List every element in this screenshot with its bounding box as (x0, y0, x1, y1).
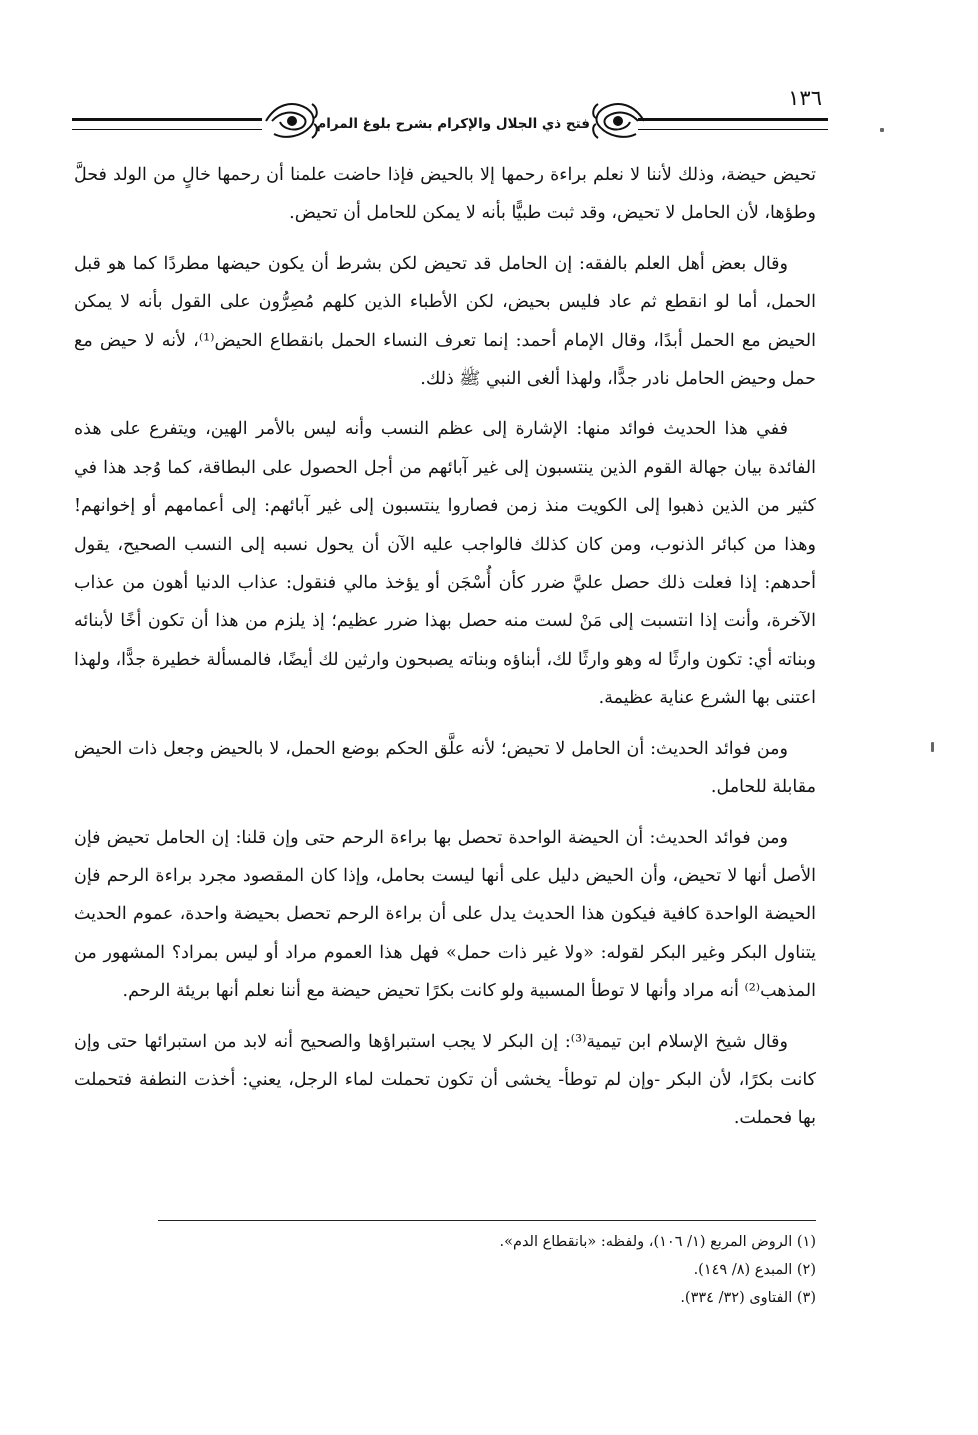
paragraph: وقال بعض أهل العلم بالفقه: إن الحامل قد تحيض لكن بشرط أن يكون حيضها مطردًا كما هو قبل الحمل، أما لو انقطع ثم عاد فليس بحيض، لكن الأطباء الذين كلهم مُصِرُّون على القول بأنه لا يمكن الحيض مع الحمل أبدًا، وقال الإمام أحمد: إنما تعرف النساء الحمل بانقطاع الحيض⁽¹⁾، لأنه لا حيض مع حمل وحيض الحامل نادر جدًّا، ولهذا ألغى النبي ﷺ ذلك. (74, 253, 816, 390)
footnote-separator (158, 1220, 816, 1221)
paragraph: ومن فوائد الحديث: أن الحامل لا تحيض؛ لأنه علَّق الحكم بوضع الحمل، لا بالحيض وجعل ذات الحيض مقابلة للحامل. (74, 738, 816, 798)
footnote: (٣) الفتاوى (٣٢/ ٣٣٤). (680, 1290, 816, 1306)
header-rule-right (638, 118, 828, 130)
paragraph: وقال شيخ الإسلام ابن تيمية⁽³⁾: إن البكر لا يجب استبراؤها والصحيح أنه لابد من استبرائها حتى وإن كانت بكرًا، لأن البكر -وإن لم توطأ- يخشى أن تكون تحملت لماء الرجل، يعني: أخذت النطفة فتحملت بها فحملت. (74, 1031, 816, 1129)
page-number: ١٣٦ (788, 86, 822, 110)
ornament-left-icon (262, 94, 320, 148)
footnotes (158, 1228, 816, 1312)
running-title: فتح ذي الجلال والإكرام بشرح بلوغ المرام (316, 116, 590, 132)
paragraph: ففي هذا الحديث فوائد منها: الإشارة إلى عظم النسب وأنه ليس بالأمر الهين، ويتفرع على هذه الفائدة بيان جهالة القوم الذين ينتسبون إلى غير آبائهم من أجل الحصول على البطاقة، كما وُجد هذا في كثير من الذين ذهبوا إلى الكويت منذ زمن فصاروا ينتسبون إلى غير آبائهم: إلى أعمامهم أو إخوانهم! وهذا من كبائر الذنوب، ومن كان كذلك فالواجب عليه الآن أن يحول نسبه إلى النسب الصحيح، يقول أحدهم: إذا فعلت ذلك حصل عليَّ ضرر كأن أُسْجَن أو يؤخذ مالي فنقول: عذاب الدنيا أهون من عذاب الآخرة، وأنت إذا انتسبت إلى مَنْ لست منه حصل بهذا ضرر عظيم؛ إذ يلزم من هذا أن تكون أخًا لأبنائه وبناته أي: تكون وارثًا له وهو وارثًا لك، أبناؤه وبناته يصبحون وارثين لك أيضًا، فالمسألة خطيرة جدًّا، ولهذا اعتنى بها الشرع عناية عظيمة. (74, 419, 816, 709)
header-rule-left (72, 118, 262, 130)
scan-speck (931, 742, 934, 752)
page-header (72, 78, 828, 148)
main-text (74, 156, 816, 1146)
paragraph: ومن فوائد الحديث: أن الحيضة الواحدة تحصل بها براءة الرحم حتى وإن قلنا: إن الحامل تحيض فإن الأصل أنها لا تحيض، وأن الحيض دليل على أنها ليست بحامل، وإذا كان المقصود مجرد براءة الرحم فإن الحيضة الواحدة كافية فيكون هذا الحديث يدل على أن براءة الرحم تحصل بحيضة واحدة، عموم الحديث يتناول البكر وغير البكر لقوله: «ولا غير ذات حمل» فهل هذا العموم مراد أو ليس بمراد؟ المشهور من المذهب⁽²⁾ أنه مراد وأنها لا توطأ المسبية ولو كانت بكرًا تحيض حيضة مع أننا نعلم أنها بريئة الرحم. (74, 827, 816, 1002)
scan-speck (880, 128, 884, 132)
paragraph: تحيض حيضة، وذلك لأننا لا نعلم براءة رحمها إلا بالحيض فإذا حاضت علمنا أن رحمها خالٍ من الولد فحلَّ وطؤها، لأن الحامل لا تحيض، وقد ثبت طبيًّا بأنه لا يمكن للحامل أن تحيض. (74, 165, 816, 224)
footnote: (٢) المبدع (٨/ ١٤٩). (693, 1262, 816, 1278)
footnote: (١) الروض المربع (١/ ١٠٦)، ولفظه: «بانقطاع الدم». (499, 1234, 816, 1250)
